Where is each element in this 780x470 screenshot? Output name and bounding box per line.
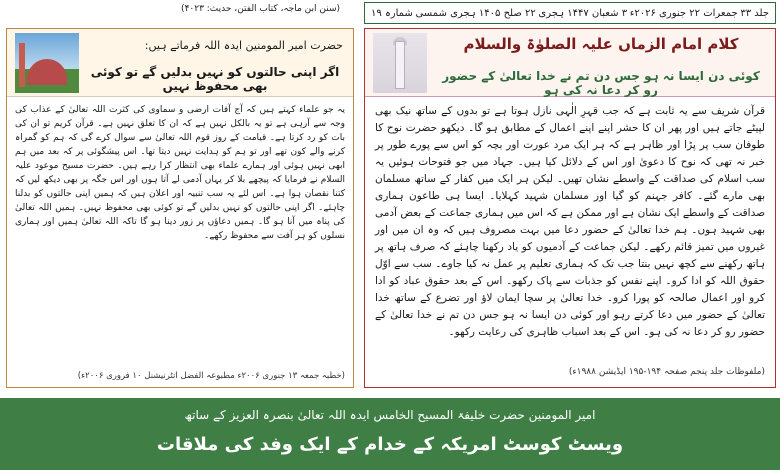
left-column-citation: (خطبہ جمعہ ۱۳ جنوری ۲۰۰۶ء مطبوعہ الفضل انٹرنیشنل ۱۰ فروری ۲۰۰۶ء) (77, 371, 345, 381)
left-column-subtitle: اگر اپنی حالتوں کو نہیں بدلیں گے تو کوئی بھی محفوظ نہیں (90, 65, 340, 93)
right-column-body: قرآن شریف سے یہ ثابت ہے کہ جب قہرِ الٰہی نازل ہوتا ہے تو بدوں کے ساتھ نیک بھی لپیٹے جاتے ہیں اور پھر ان کا حشر اپنے اپنے اعمال کے مطابق ہو گا۔ دیکھو حضرت نوح کا طوفان سب پر پڑا اور ظاہر ہے کہ ہر ایک مرد عورت اور بچہ کو اس سے پورے طور پر خبر نہ تھی کہ نوح کا دعویٰ اور اس کے دلائل کیا ہیں۔ جہاد میں جو فتوحات ہوئیں یہ سب اسلام کی صداقت کے واسطے نشان تھیں۔ لیکن ہر ایک میں کفار کے ساتھ مسلمان بھی مارے گئے۔ کافر جہنم کو گیا اور مسلمان شہید کہلایا۔ ایسا ہی طاعون ہماری صداقت کے واسطے ایک نشان ہے اور ممکن ہے کہ اس میں ہماری جماعت کے بعض آدمی بھی شہید ہوں۔ ہم خدا تعالیٰ کے حضور دعا میں بہت مصروف ہیں کہ وہ ان میں اور غیروں میں تمیز قائم رکھے۔ لیکن جماعت کے آدمیوں کو یاد رکھنا چاہئے کہ صرف ہاتھ پر ہاتھ رکھنے سے کچھ نہیں بنتا جب تک کہ ہماری تعلیم پر عمل نہ کیا جاوے۔ سب سے اوّل حقوق اللہ کو ادا کرو۔ اپنے نفس کو جذبات سے پاک رکھو۔ اس کے بعد حقوق عباد کو ادا کرو اور اعمال صالحہ کو پورا کرو۔ خدا تعالیٰ پر سچا ایمان لاؤ اور تضرع کے ساتھ خدا تعالیٰ کے حضور میں دعا کرتے رہو اور کوئی دن ایسا نہ ہو جس دن تم نے خدا تعالیٰ کے حضور رو کر دعا نہ کی ہو۔ اس کے بعد اسباب ظاہری کی رعایت رکھو۔ (375, 105, 765, 338)
mosque-image (15, 33, 79, 93)
left-column (6, 28, 354, 388)
shamsi-date: ۲۲ صلح ۱۴۰۵ ہجری شمسی (415, 7, 536, 19)
volume-label: جلد ۳۳ (740, 7, 769, 19)
left-column-header (7, 29, 353, 97)
mosque-dome-icon (27, 59, 67, 85)
right-column-subtitle: کوئی دن ایسا نہ ہو جس دن تم نے خدا تعالیٰ کے حضور رو کر دعا نہ کی ہو (442, 69, 760, 97)
right-column-header (365, 29, 775, 97)
top-left-citation: (سنن ابن ماجہ، کتاب الفتن، حدیث: ۴۰۲۳) (181, 4, 340, 14)
banner-headline: ویسٹ کوسٹ امریکہ کے خدام کے ایک وفد کی ملاقات (156, 434, 624, 455)
left-column-title: حضرت امیر المومنین ایدہ اللہ فرماتے ہیں: (144, 39, 343, 52)
right-column-citation: (ملفوظات جلد پنجم صفحہ ۱۹۴-۱۹۵ ایڈیشن ۱۹۸۸ء) (568, 367, 765, 377)
issue-number: شمارہ ۱۹ (371, 7, 413, 19)
issue-info-bar (364, 2, 776, 24)
banner-kicker: امیر المومنین حضرت خلیفۃ المسیح الخامس ایدہ اللہ تعالیٰ بنصرہ العزیز کے ساتھ (184, 408, 596, 422)
left-column-body: یہ جو علماء کہتے ہیں کہ آج آفات ارضی و سماوی کی کثرت اللہ تعالیٰ کے عذاب کی وجہ سے آرہی ہے تو یہ بالکل نہیں ہے کہ ان کا تعلق نہیں ہے۔ قرآن کریم تو ان کی بات کو رد کرتا ہے۔ قیامت کے روز قوم اللہ تعالیٰ سے سوال کرے گی کہ ہم کو گمراہ کرنے والے کون تھے اور تو ہم کو ہدایت نہیں دیتا تھا۔ اس پیشگوئی پر کہ بعد میں ہم ابھی نہیں ہوئی اور ہمارے علماء بھی انتظار کرا رہے ہیں۔ حضرت مسیح موعود علیہ السلام نے فرمایا کہ پیچھے بلا کر یہاں آدمی لے آتا ہوں اور اس جگہ پر بھی دیکھ لیں کہ کتنا نقصان ہوا ہے۔ اس لئے یہ سب تنبیہ اور اعلان ہیں کہ ہمیں اپنی حالتوں کو بدلنا چاہئے۔ اگر اپنی حالتوں کو نہیں بدلیں گے تو کوئی بھی محفوظ نہیں۔ ہمیں اللہ تعالیٰ کی پناہ میں آنا ہو گا۔ ہمیں دعاؤں پر زور دینا ہو گا تاکہ اللہ تعالیٰ ہمیں اور ہماری نسلوں کو ہر آفت سے محفوظ رکھے۔ (15, 105, 345, 241)
right-column (364, 28, 776, 388)
gregorian-date: جمعرات ۲۲ جنوری ۲۰۲۶ء (629, 7, 738, 19)
minaret-tower-icon (395, 41, 405, 89)
right-column-title: کلام امام الزماں علیہ الصلوٰۃ والسلام (463, 35, 739, 53)
minaret-image (373, 33, 427, 93)
news-banner (0, 398, 780, 470)
hijri-date: ۳ شعبان ۱۴۴۷ ہجری (538, 7, 628, 19)
mosque-minaret-icon (19, 43, 25, 87)
